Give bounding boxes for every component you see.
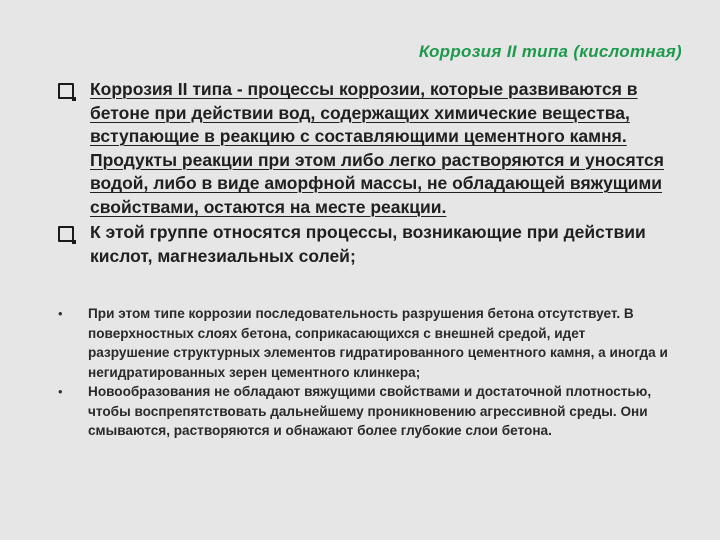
dot-bullet-icon: • xyxy=(58,384,63,399)
detail-point-1 xyxy=(58,304,668,382)
slide-title: Коррозия II типа (кислотная) xyxy=(418,42,682,61)
main-point-1 xyxy=(38,78,678,219)
main-point-2 xyxy=(38,221,678,268)
main-points-list xyxy=(38,78,678,270)
detail-point-text: Новообразования не обладают вяжущими свойствами и достаточной плотностью, чтобы воспрепятствовать дальнейшему проникновению агрессивной среды. Они смываются, растворяются и обнажают более глубокие слои бетона. xyxy=(88,384,652,438)
dot-bullet-icon: • xyxy=(58,306,63,321)
square-bullet-icon xyxy=(58,226,74,242)
detail-point-2 xyxy=(58,382,668,441)
main-point-text: Коррозия II типа - процессы коррозии, которые развиваются в бетоне при действии вод, содержащих химические вещества, вступающие в реакцию с составляющими цементного камня. Продукты реакции при этом либо легко растворяются и уносятся водой, либо в виде аморфной массы, не обладающей вяжущими свойствами, остаются на месте реакции. xyxy=(90,79,664,217)
square-bullet-icon xyxy=(58,83,74,99)
detail-points-list xyxy=(58,304,668,441)
main-point-text: К этой группе относятся процессы, возникающие при действии кислот, магнезиальных солей; xyxy=(90,222,646,266)
detail-point-text: При этом типе коррозии последовательность разрушения бетона отсутствует. В поверхностных слоях бетона, соприкасающихся с внешней средой, идет разрушение структурных элементов гидратированного цементного камня, а иногда и негидратированных зерен цементного клинкера; xyxy=(88,306,668,380)
